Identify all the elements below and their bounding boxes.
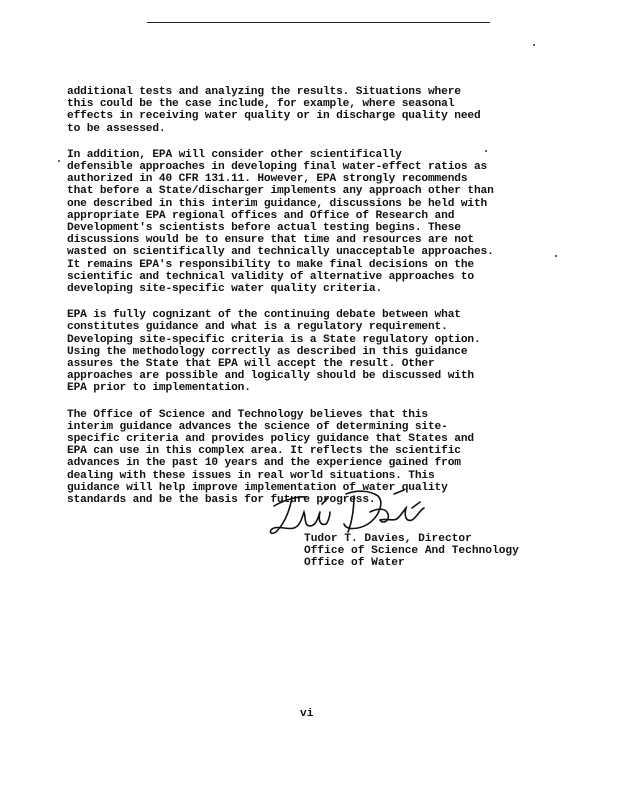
scan-speck (533, 44, 535, 46)
signature-block (260, 482, 540, 572)
top-rule (147, 22, 490, 23)
paragraph-office-statement: The Office of Science and Technology believes that this interim guidance advances the science of determining site- specific criteria and provides policy guidance that States and EPA can use in this complex area. It reflects the scientific advances in the past 10 years and the experience gained from dealing with these issues in real world situations. This guidance will help improve implementation of water quality standards and be the basis for future progress. (67, 408, 474, 507)
paragraph-alternative-approaches: In addition, EPA will consider other scientifically defensible approaches in developing final water-effect ratios as authorized in 40 CFR 131.11. However, EPA strongly recommends that before a State/discharger implements any approach other than one described in this interim guidance, discussions be held with appropriate EPA regional offices and Office of Research and Development's scientists before actual testing begins. These discussions would be to ensure that time and resources are not wasted on scientifically and technically unacceptable approaches. It remains EPA's responsibility to make final decisions on the scientific and technical validity of alternative approaches to developing site-specific water quality criteria. (67, 148, 494, 296)
signatory-name: Tudor T. Davies, Director (304, 533, 472, 545)
signature-lines (304, 533, 519, 570)
paragraph-continuation: additional tests and analyzing the results. Situations where this could be the case include, for example, where seasonal effects in receiving water quality or in discharge quality need to be assessed. (67, 86, 481, 135)
signatory-agency: Office of Water (304, 557, 405, 570)
signatory-office: Office of Science And Technology (304, 545, 519, 558)
page-number: vi (300, 708, 314, 720)
body-text (67, 86, 557, 520)
paragraph-guidance-debate: EPA is fully cognizant of the continuing debate between what constitutes guidance and what is a regulatory requirement. Developing site-specific criteria is a State regulatory option. Using the methodology correctly as described in this guidance assures the State that EPA will accept the result. Other approaches are possible and logically should be discussed with EPA prior to implementation. (67, 309, 481, 395)
scan-speck (58, 160, 60, 162)
